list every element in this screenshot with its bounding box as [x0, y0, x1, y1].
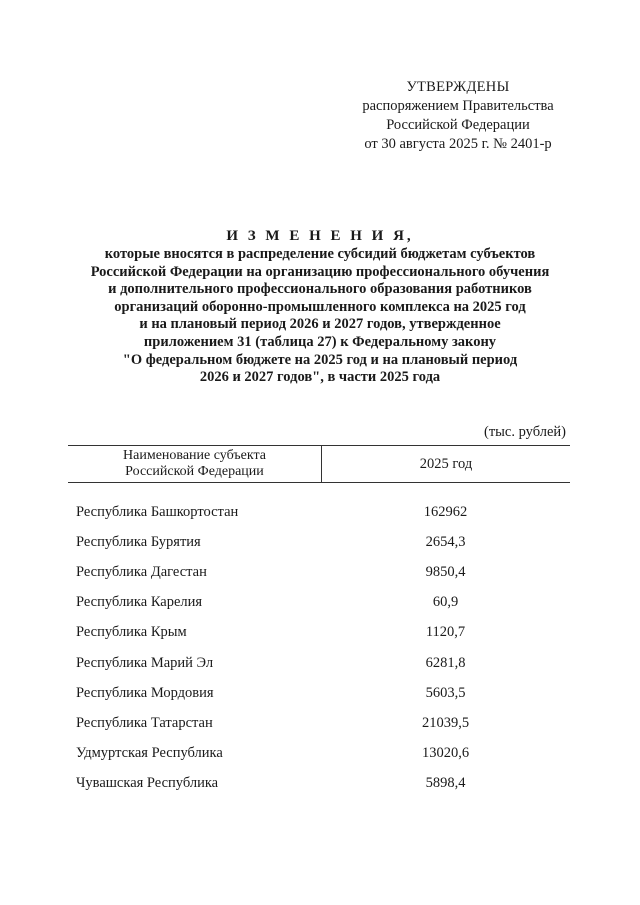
- subtitle-line: и на плановый период 2026 и 2027 годов, утвержденное: [139, 316, 501, 333]
- value-cell: 60,9: [432, 594, 459, 611]
- subtitle-line: "О федеральном бюджете на 2025 год и на плановый период: [122, 351, 518, 368]
- value-cell: 162962: [423, 503, 468, 520]
- value-cell: 1120,7: [425, 624, 466, 641]
- table-row: [68, 497, 570, 527]
- subject-name-cell: Республика Дагестан: [76, 563, 207, 580]
- table-row: [68, 769, 570, 799]
- table-row: [68, 708, 570, 738]
- value-cell: 21039,5: [421, 714, 470, 731]
- value-cell: 9850,4: [425, 563, 466, 580]
- subtitle-line: Российской Федерации на организацию профессионального обучения: [90, 263, 550, 280]
- subject-name-cell: Удмуртская Республика: [76, 745, 223, 762]
- subject-name-cell: Чувашская Республика: [76, 775, 219, 792]
- approval-block: [340, 78, 576, 154]
- header-subject-name: [68, 446, 322, 482]
- approval-line-3: от 30 августа 2025 г. № 2401-р: [364, 136, 552, 152]
- table-header: [68, 445, 570, 483]
- header-name-line-2: Российской Федерации: [125, 464, 264, 479]
- document-subtitle: [60, 246, 580, 387]
- subtitle-line: которые вносятся в распределение субсидий бюджетам субъектов: [104, 246, 536, 262]
- approval-line-1: распоряжением Правительства: [362, 98, 554, 114]
- subject-name-cell: Республика Марий Эл: [76, 654, 214, 671]
- document-title: И З М Е Н Е Н И Я,: [226, 228, 414, 244]
- value-cell: 5898,4: [425, 775, 466, 792]
- table-row: [68, 648, 570, 678]
- value-cell: 13020,6: [421, 745, 470, 762]
- header-name-line-1: Наименование субъекта: [123, 448, 266, 463]
- approved-heading: УТВЕРЖДЕНЫ: [406, 79, 510, 95]
- table-body: [68, 497, 570, 799]
- unit-label: (тыс. рублей): [484, 424, 566, 440]
- approval-line-2: Российской Федерации: [386, 117, 530, 133]
- table-row: [68, 527, 570, 557]
- subtitle-line: 2026 и 2027 годов", в части 2025 года: [199, 369, 441, 386]
- table-row: [68, 557, 570, 587]
- value-cell: 2654,3: [425, 533, 466, 550]
- table-row: [68, 588, 570, 618]
- subject-name-cell: Республика Башкортостан: [76, 503, 239, 520]
- subject-name-cell: Республика Мордовия: [76, 684, 214, 701]
- value-cell: 6281,8: [425, 654, 466, 671]
- table-row: [68, 739, 570, 769]
- subject-name-cell: Республика Бурятия: [76, 533, 201, 550]
- value-cell: 5603,5: [425, 684, 466, 701]
- subject-name-cell: Республика Крым: [76, 624, 187, 641]
- subject-name-cell: Республика Карелия: [76, 594, 203, 611]
- subtitle-line: и дополнительного профессионального образования работников: [108, 281, 532, 298]
- table-row: [68, 678, 570, 708]
- subtitle-line: организаций оборонно-промышленного комплекса на 2025 год: [114, 298, 526, 315]
- subtitle-line: приложением 31 (таблица 27) к Федеральному закону: [143, 333, 497, 350]
- table-row: [68, 618, 570, 648]
- header-year: 2025 год: [419, 455, 473, 472]
- subject-name-cell: Республика Татарстан: [76, 714, 213, 731]
